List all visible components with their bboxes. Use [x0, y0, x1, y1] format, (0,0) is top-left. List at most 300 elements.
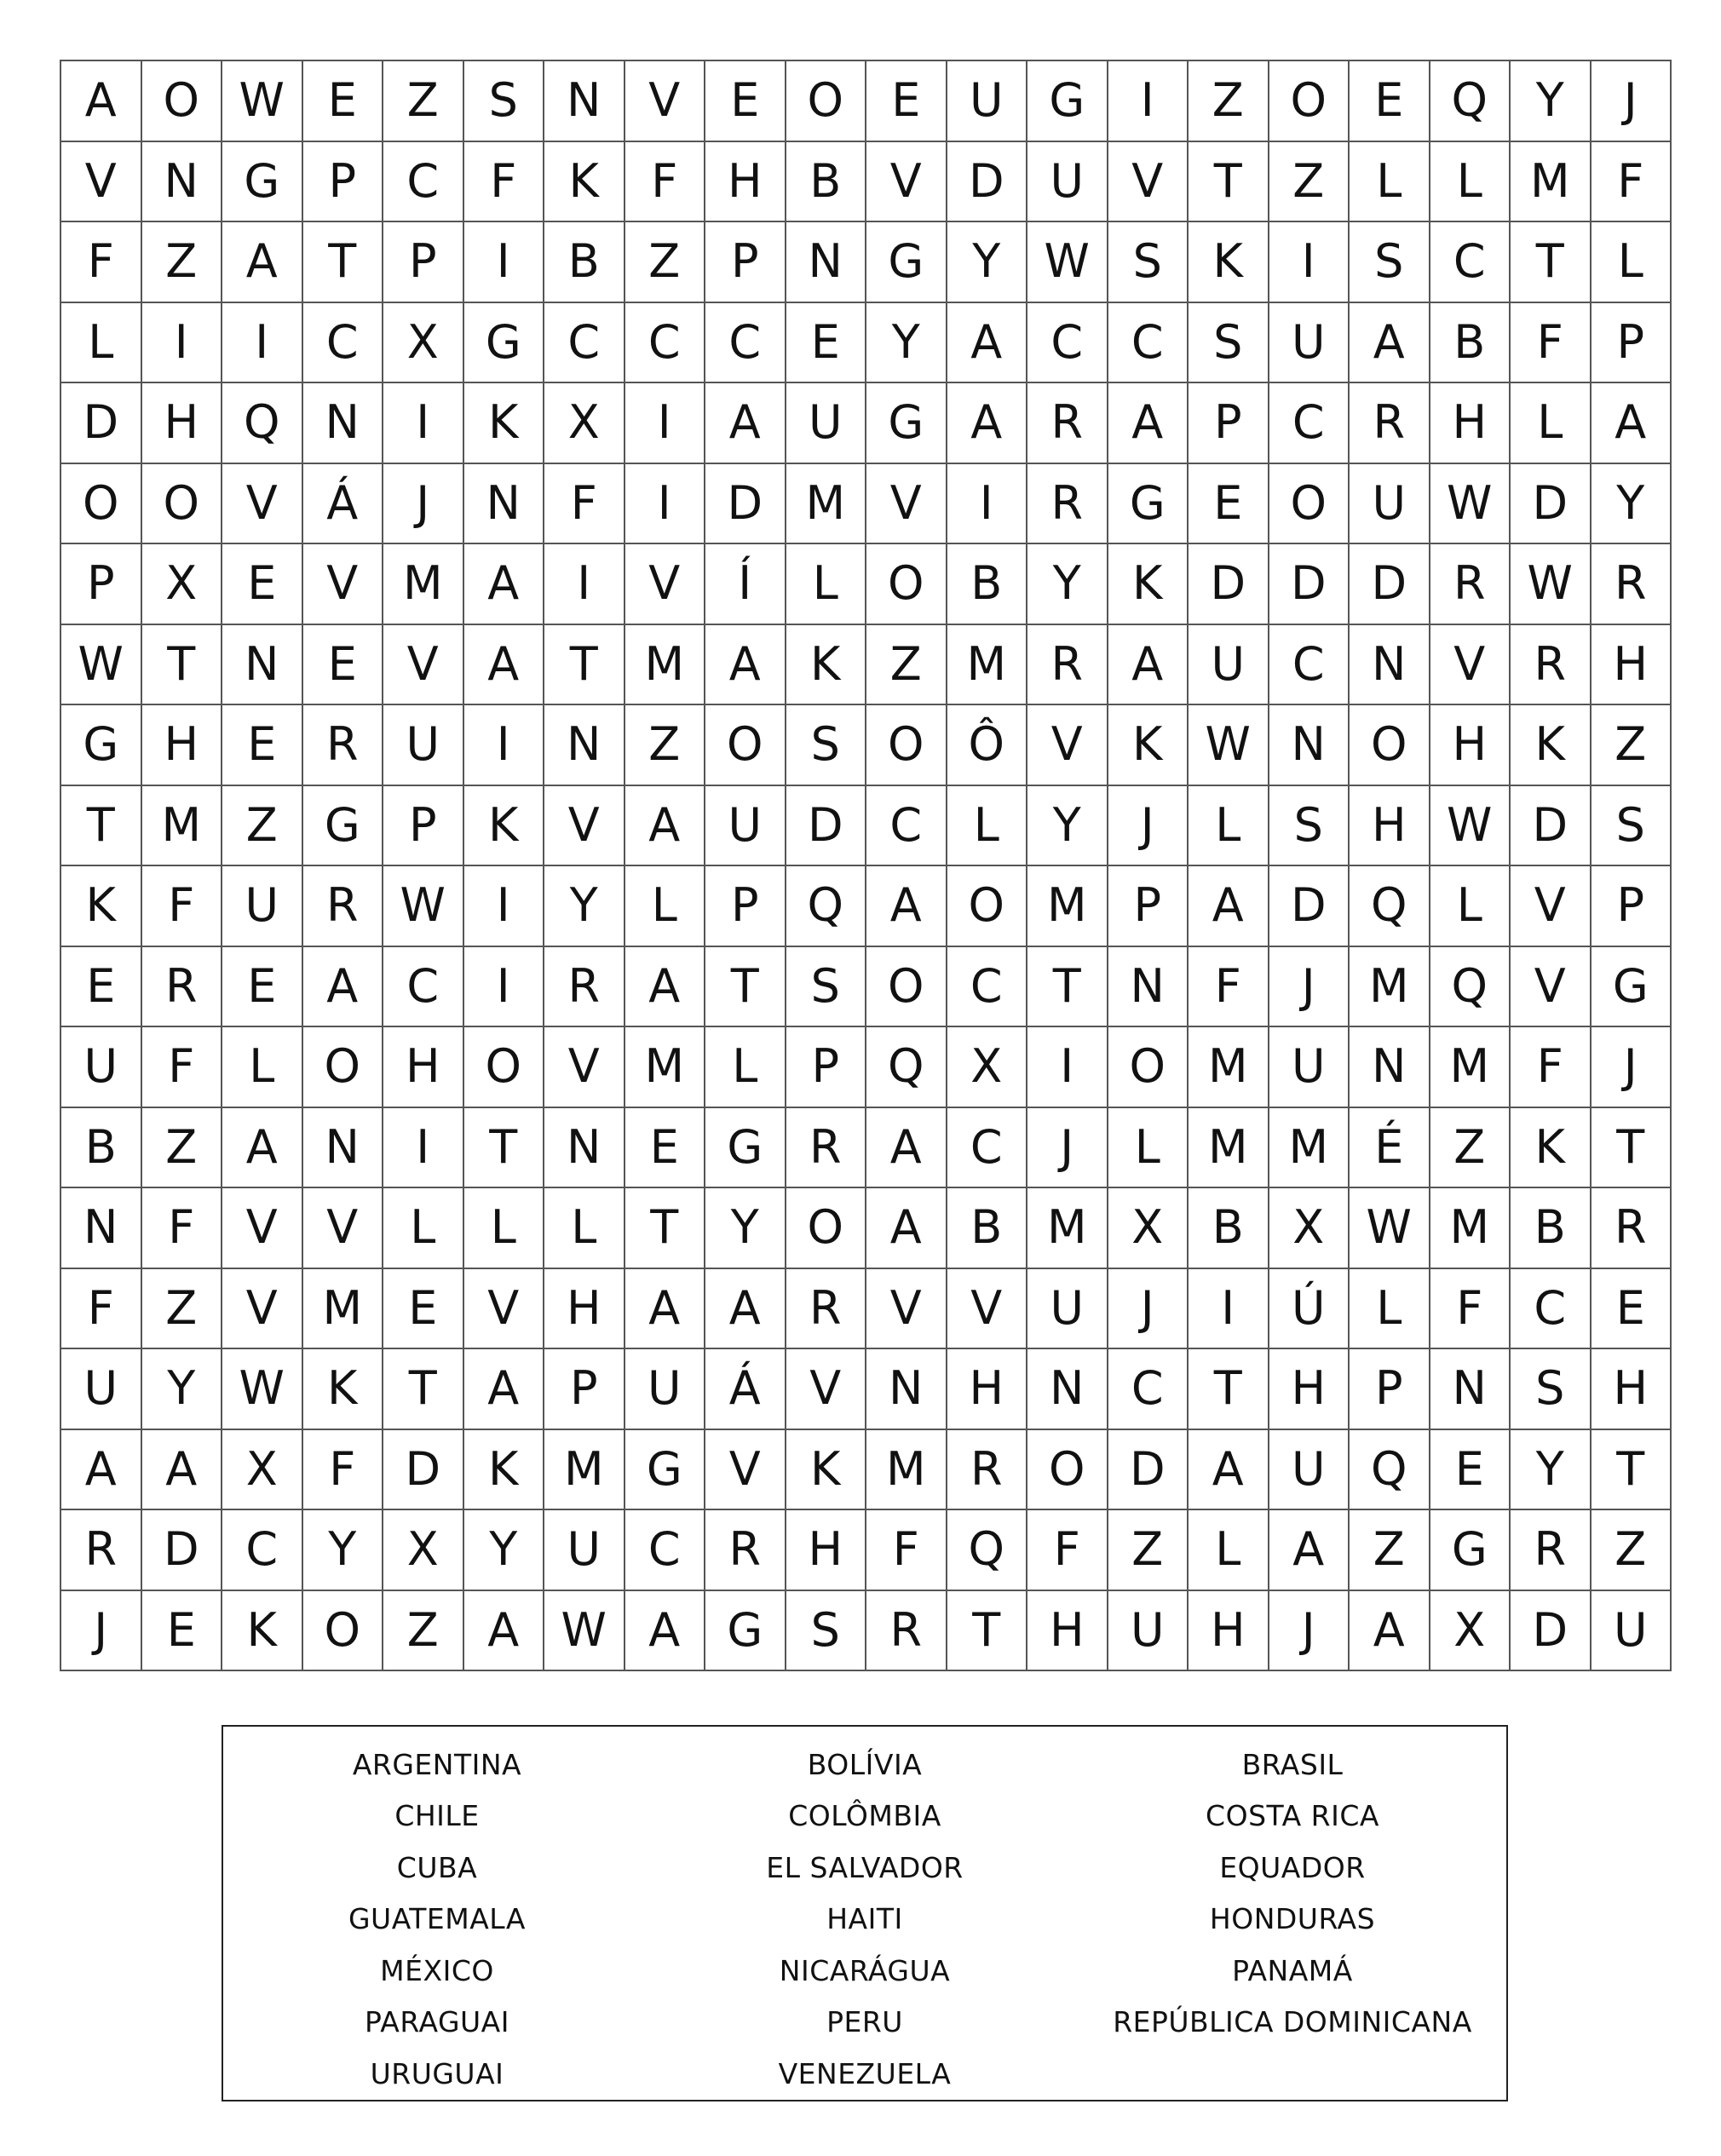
grid-cell[interactable]: O	[866, 705, 947, 786]
grid-cell[interactable]: Z	[1591, 1510, 1672, 1591]
grid-cell[interactable]: V	[866, 142, 947, 223]
grid-cell[interactable]: F	[866, 1510, 947, 1591]
grid-cell[interactable]: R	[1511, 625, 1591, 706]
grid-cell[interactable]: U	[1269, 1430, 1350, 1511]
grid-cell[interactable]: B	[947, 544, 1028, 625]
grid-cell[interactable]: L	[61, 303, 142, 384]
grid-cell[interactable]: E	[1189, 464, 1269, 545]
grid-cell[interactable]: D	[1511, 1591, 1591, 1672]
grid-cell[interactable]: C	[1269, 383, 1350, 464]
grid-cell[interactable]: T	[1189, 142, 1269, 223]
grid-cell[interactable]: C	[1269, 625, 1350, 706]
grid-cell[interactable]: I	[544, 544, 625, 625]
grid-cell[interactable]: V	[866, 464, 947, 545]
grid-cell[interactable]: Q	[947, 1510, 1028, 1591]
grid-cell[interactable]: K	[1108, 705, 1189, 786]
grid-cell[interactable]: T	[947, 1591, 1028, 1672]
grid-cell[interactable]: Y	[544, 866, 625, 947]
grid-cell[interactable]: G	[866, 383, 947, 464]
grid-cell[interactable]: O	[1027, 1430, 1108, 1511]
grid-cell[interactable]: U	[1350, 464, 1430, 545]
grid-cell[interactable]: L	[625, 866, 706, 947]
grid-cell[interactable]: B	[1511, 1188, 1591, 1269]
grid-cell[interactable]: O	[705, 705, 786, 786]
grid-cell[interactable]: D	[1511, 464, 1591, 545]
grid-cell[interactable]: R	[1350, 383, 1430, 464]
grid-cell[interactable]: K	[786, 625, 867, 706]
grid-cell[interactable]: D	[383, 1430, 464, 1511]
grid-cell[interactable]: M	[303, 1269, 384, 1350]
grid-cell[interactable]: K	[1511, 1108, 1591, 1189]
grid-cell[interactable]: S	[464, 61, 545, 142]
grid-cell[interactable]: G	[464, 303, 545, 384]
grid-cell[interactable]: A	[625, 1269, 706, 1350]
grid-cell[interactable]: J	[1108, 1269, 1189, 1350]
grid-cell[interactable]: A	[705, 383, 786, 464]
grid-cell[interactable]: C	[1027, 303, 1108, 384]
grid-cell[interactable]: T	[1591, 1108, 1672, 1189]
grid-cell[interactable]: M	[786, 464, 867, 545]
grid-cell[interactable]: G	[1591, 947, 1672, 1028]
grid-cell[interactable]: U	[544, 1510, 625, 1591]
grid-cell[interactable]: T	[1027, 947, 1108, 1028]
grid-cell[interactable]: Z	[625, 705, 706, 786]
grid-cell[interactable]: U	[1027, 142, 1108, 223]
grid-cell[interactable]: Z	[1591, 705, 1672, 786]
grid-cell[interactable]: O	[947, 866, 1028, 947]
grid-cell[interactable]: X	[1269, 1188, 1350, 1269]
grid-cell[interactable]: G	[705, 1591, 786, 1672]
grid-cell[interactable]: I	[464, 705, 545, 786]
grid-cell[interactable]: F	[61, 222, 142, 303]
grid-cell[interactable]: V	[544, 786, 625, 867]
grid-cell[interactable]: X	[1430, 1591, 1511, 1672]
grid-cell[interactable]: I	[383, 383, 464, 464]
grid-cell[interactable]: V	[464, 1269, 545, 1350]
grid-cell[interactable]: É	[1350, 1108, 1430, 1189]
grid-cell[interactable]: V	[303, 544, 384, 625]
grid-cell[interactable]: Q	[1430, 61, 1511, 142]
grid-cell[interactable]: Á	[303, 464, 384, 545]
grid-cell[interactable]: U	[1269, 1027, 1350, 1108]
grid-cell[interactable]: U	[705, 786, 786, 867]
grid-cell[interactable]: P	[1350, 1349, 1430, 1430]
grid-cell[interactable]: Z	[1108, 1510, 1189, 1591]
grid-cell[interactable]: R	[303, 705, 384, 786]
grid-cell[interactable]: Ô	[947, 705, 1028, 786]
grid-cell[interactable]: L	[1350, 142, 1430, 223]
grid-cell[interactable]: I	[464, 947, 545, 1028]
grid-cell[interactable]: K	[1511, 705, 1591, 786]
grid-cell[interactable]: L	[544, 1188, 625, 1269]
grid-cell[interactable]: H	[1189, 1591, 1269, 1672]
grid-cell[interactable]: N	[1430, 1349, 1511, 1430]
grid-cell[interactable]: H	[1591, 1349, 1672, 1430]
grid-cell[interactable]: R	[142, 947, 223, 1028]
grid-cell[interactable]: I	[1027, 1027, 1108, 1108]
grid-cell[interactable]: V	[1430, 625, 1511, 706]
grid-cell[interactable]: A	[464, 1591, 545, 1672]
grid-cell[interactable]: I	[222, 303, 303, 384]
grid-cell[interactable]: R	[1027, 625, 1108, 706]
grid-cell[interactable]: H	[947, 1349, 1028, 1430]
grid-cell[interactable]: A	[705, 1269, 786, 1350]
grid-cell[interactable]: M	[1027, 866, 1108, 947]
grid-cell[interactable]: Z	[1189, 61, 1269, 142]
grid-cell[interactable]: R	[947, 1430, 1028, 1511]
grid-cell[interactable]: G	[705, 1108, 786, 1189]
grid-cell[interactable]: I	[1108, 61, 1189, 142]
grid-cell[interactable]: N	[464, 464, 545, 545]
grid-cell[interactable]: S	[1350, 222, 1430, 303]
grid-cell[interactable]: P	[383, 786, 464, 867]
grid-cell[interactable]: M	[142, 786, 223, 867]
grid-cell[interactable]: P	[705, 222, 786, 303]
grid-cell[interactable]: N	[1027, 1349, 1108, 1430]
grid-cell[interactable]: A	[625, 786, 706, 867]
grid-cell[interactable]: X	[383, 1510, 464, 1591]
grid-cell[interactable]: R	[1591, 544, 1672, 625]
grid-cell[interactable]: F	[61, 1269, 142, 1350]
grid-cell[interactable]: A	[947, 383, 1028, 464]
grid-cell[interactable]: N	[544, 61, 625, 142]
grid-cell[interactable]: J	[61, 1591, 142, 1672]
grid-cell[interactable]: A	[61, 61, 142, 142]
grid-cell[interactable]: Y	[303, 1510, 384, 1591]
grid-cell[interactable]: G	[1430, 1510, 1511, 1591]
grid-cell[interactable]: L	[1511, 383, 1591, 464]
grid-cell[interactable]: L	[1591, 222, 1672, 303]
grid-cell[interactable]: Y	[866, 303, 947, 384]
grid-cell[interactable]: L	[1430, 142, 1511, 223]
grid-cell[interactable]: W	[1027, 222, 1108, 303]
grid-cell[interactable]: S	[1189, 303, 1269, 384]
grid-cell[interactable]: A	[142, 1430, 223, 1511]
grid-cell[interactable]: O	[866, 544, 947, 625]
grid-cell[interactable]: C	[383, 142, 464, 223]
grid-cell[interactable]: K	[1108, 544, 1189, 625]
grid-cell[interactable]: H	[544, 1269, 625, 1350]
grid-cell[interactable]: J	[1591, 61, 1672, 142]
grid-cell[interactable]: C	[1511, 1269, 1591, 1350]
grid-cell[interactable]: W	[1430, 464, 1511, 545]
grid-cell[interactable]: C	[222, 1510, 303, 1591]
grid-cell[interactable]: K	[464, 786, 545, 867]
grid-cell[interactable]: P	[61, 544, 142, 625]
grid-cell[interactable]: N	[303, 1108, 384, 1189]
grid-cell[interactable]: Z	[142, 1108, 223, 1189]
grid-cell[interactable]: W	[544, 1591, 625, 1672]
grid-cell[interactable]: R	[786, 1108, 867, 1189]
grid-cell[interactable]: B	[1430, 303, 1511, 384]
grid-cell[interactable]: Q	[1350, 1430, 1430, 1511]
grid-cell[interactable]: L	[464, 1188, 545, 1269]
grid-cell[interactable]: W	[222, 61, 303, 142]
grid-cell[interactable]: A	[1189, 1430, 1269, 1511]
grid-cell[interactable]: N	[1350, 625, 1430, 706]
grid-cell[interactable]: A	[1269, 1510, 1350, 1591]
grid-cell[interactable]: O	[1269, 464, 1350, 545]
grid-cell[interactable]: V	[222, 1188, 303, 1269]
grid-cell[interactable]: U	[1189, 625, 1269, 706]
grid-cell[interactable]: J	[383, 464, 464, 545]
grid-cell[interactable]: M	[544, 1430, 625, 1511]
grid-cell[interactable]: M	[625, 625, 706, 706]
grid-cell[interactable]: P	[303, 142, 384, 223]
grid-cell[interactable]: L	[1189, 1510, 1269, 1591]
grid-cell[interactable]: L	[786, 544, 867, 625]
grid-cell[interactable]: Q	[866, 1027, 947, 1108]
grid-cell[interactable]: Y	[1511, 1430, 1591, 1511]
grid-cell[interactable]: O	[61, 464, 142, 545]
grid-cell[interactable]: C	[947, 947, 1028, 1028]
grid-cell[interactable]: N	[303, 383, 384, 464]
grid-cell[interactable]: O	[786, 1188, 867, 1269]
grid-cell[interactable]: C	[1430, 222, 1511, 303]
grid-cell[interactable]: X	[1108, 1188, 1189, 1269]
grid-cell[interactable]: N	[786, 222, 867, 303]
grid-cell[interactable]: D	[1269, 866, 1350, 947]
grid-cell[interactable]: E	[222, 705, 303, 786]
grid-cell[interactable]: D	[1511, 786, 1591, 867]
grid-cell[interactable]: Z	[1350, 1510, 1430, 1591]
grid-cell[interactable]: D	[1108, 1430, 1189, 1511]
grid-cell[interactable]: W	[1511, 544, 1591, 625]
grid-cell[interactable]: A	[947, 303, 1028, 384]
grid-cell[interactable]: N	[222, 625, 303, 706]
grid-cell[interactable]: T	[61, 786, 142, 867]
grid-cell[interactable]: F	[625, 142, 706, 223]
grid-cell[interactable]: O	[1269, 61, 1350, 142]
grid-cell[interactable]: W	[1350, 1188, 1430, 1269]
grid-cell[interactable]: F	[1591, 142, 1672, 223]
grid-cell[interactable]: V	[544, 1027, 625, 1108]
grid-cell[interactable]: Y	[142, 1349, 223, 1430]
grid-cell[interactable]: J	[1269, 947, 1350, 1028]
grid-cell[interactable]: E	[705, 61, 786, 142]
grid-cell[interactable]: C	[625, 1510, 706, 1591]
grid-cell[interactable]: D	[1350, 544, 1430, 625]
grid-cell[interactable]: Í	[705, 544, 786, 625]
grid-cell[interactable]: M	[1189, 1027, 1269, 1108]
grid-cell[interactable]: P	[1591, 303, 1672, 384]
grid-cell[interactable]: G	[1027, 61, 1108, 142]
grid-cell[interactable]: I	[625, 464, 706, 545]
grid-cell[interactable]: O	[142, 464, 223, 545]
grid-cell[interactable]: U	[222, 866, 303, 947]
grid-cell[interactable]: F	[142, 1188, 223, 1269]
grid-cell[interactable]: M	[947, 625, 1028, 706]
grid-cell[interactable]: I	[464, 866, 545, 947]
grid-cell[interactable]: V	[1108, 142, 1189, 223]
grid-cell[interactable]: Á	[705, 1349, 786, 1430]
grid-cell[interactable]: Q	[1350, 866, 1430, 947]
grid-cell[interactable]: F	[1027, 1510, 1108, 1591]
grid-cell[interactable]: E	[786, 303, 867, 384]
grid-cell[interactable]: C	[303, 303, 384, 384]
grid-cell[interactable]: T	[625, 1188, 706, 1269]
grid-cell[interactable]: Ú	[1269, 1269, 1350, 1350]
grid-cell[interactable]: E	[1350, 61, 1430, 142]
grid-cell[interactable]: P	[705, 866, 786, 947]
grid-cell[interactable]: V	[625, 61, 706, 142]
grid-cell[interactable]: C	[1108, 1349, 1189, 1430]
grid-cell[interactable]: E	[61, 947, 142, 1028]
grid-cell[interactable]: A	[464, 1349, 545, 1430]
grid-cell[interactable]: L	[947, 786, 1028, 867]
grid-cell[interactable]: J	[1591, 1027, 1672, 1108]
grid-cell[interactable]: X	[947, 1027, 1028, 1108]
grid-cell[interactable]: E	[222, 947, 303, 1028]
grid-cell[interactable]: S	[1108, 222, 1189, 303]
grid-cell[interactable]: Z	[142, 1269, 223, 1350]
grid-cell[interactable]: I	[142, 303, 223, 384]
grid-cell[interactable]: K	[544, 142, 625, 223]
grid-cell[interactable]: I	[1189, 1269, 1269, 1350]
grid-cell[interactable]: V	[947, 1269, 1028, 1350]
grid-cell[interactable]: I	[464, 222, 545, 303]
grid-cell[interactable]: M	[1269, 1108, 1350, 1189]
grid-cell[interactable]: O	[464, 1027, 545, 1108]
grid-cell[interactable]: F	[142, 1027, 223, 1108]
grid-cell[interactable]: F	[1511, 303, 1591, 384]
grid-cell[interactable]: S	[786, 705, 867, 786]
grid-cell[interactable]: P	[1591, 866, 1672, 947]
grid-cell[interactable]: M	[866, 1430, 947, 1511]
grid-cell[interactable]: S	[786, 1591, 867, 1672]
grid-cell[interactable]: H	[1027, 1591, 1108, 1672]
grid-cell[interactable]: N	[544, 705, 625, 786]
grid-cell[interactable]: K	[464, 383, 545, 464]
grid-cell[interactable]: E	[866, 61, 947, 142]
grid-cell[interactable]: L	[1108, 1108, 1189, 1189]
grid-cell[interactable]: M	[625, 1027, 706, 1108]
grid-cell[interactable]: K	[61, 866, 142, 947]
grid-cell[interactable]: D	[61, 383, 142, 464]
grid-cell[interactable]: N	[866, 1349, 947, 1430]
grid-cell[interactable]: E	[142, 1591, 223, 1672]
grid-cell[interactable]: A	[303, 947, 384, 1028]
grid-cell[interactable]: Z	[383, 61, 464, 142]
grid-cell[interactable]: Z	[1269, 142, 1350, 223]
grid-cell[interactable]: W	[222, 1349, 303, 1430]
grid-cell[interactable]: R	[1430, 544, 1511, 625]
grid-cell[interactable]: C	[1108, 303, 1189, 384]
grid-cell[interactable]: A	[866, 1108, 947, 1189]
grid-cell[interactable]: L	[1350, 1269, 1430, 1350]
grid-cell[interactable]: E	[625, 1108, 706, 1189]
grid-cell[interactable]: A	[1350, 303, 1430, 384]
grid-cell[interactable]: Z	[222, 786, 303, 867]
grid-cell[interactable]: X	[544, 383, 625, 464]
grid-cell[interactable]: U	[383, 705, 464, 786]
grid-cell[interactable]: P	[786, 1027, 867, 1108]
grid-cell[interactable]: O	[303, 1027, 384, 1108]
grid-cell[interactable]: A	[464, 625, 545, 706]
grid-cell[interactable]: A	[1350, 1591, 1430, 1672]
grid-cell[interactable]: A	[1591, 383, 1672, 464]
grid-cell[interactable]: Z	[383, 1591, 464, 1672]
grid-cell[interactable]: C	[705, 303, 786, 384]
grid-cell[interactable]: W	[1189, 705, 1269, 786]
grid-cell[interactable]: Z	[625, 222, 706, 303]
grid-cell[interactable]: R	[1591, 1188, 1672, 1269]
grid-cell[interactable]: F	[142, 866, 223, 947]
grid-cell[interactable]: M	[1350, 947, 1430, 1028]
grid-cell[interactable]: I	[947, 464, 1028, 545]
grid-cell[interactable]: Y	[464, 1510, 545, 1591]
grid-cell[interactable]: B	[786, 142, 867, 223]
grid-cell[interactable]: G	[222, 142, 303, 223]
grid-cell[interactable]: T	[303, 222, 384, 303]
grid-cell[interactable]: M	[1189, 1108, 1269, 1189]
grid-cell[interactable]: A	[625, 1591, 706, 1672]
grid-cell[interactable]: R	[61, 1510, 142, 1591]
grid-cell[interactable]: I	[383, 1108, 464, 1189]
grid-cell[interactable]: U	[1027, 1269, 1108, 1350]
grid-cell[interactable]: U	[786, 383, 867, 464]
grid-cell[interactable]: O	[142, 61, 223, 142]
grid-cell[interactable]: P	[383, 222, 464, 303]
grid-cell[interactable]: N	[1350, 1027, 1430, 1108]
grid-cell[interactable]: L	[222, 1027, 303, 1108]
grid-cell[interactable]: F	[1511, 1027, 1591, 1108]
grid-cell[interactable]: V	[705, 1430, 786, 1511]
grid-cell[interactable]: E	[303, 61, 384, 142]
grid-cell[interactable]: L	[383, 1188, 464, 1269]
grid-cell[interactable]: O	[303, 1591, 384, 1672]
grid-cell[interactable]: T	[705, 947, 786, 1028]
grid-cell[interactable]: M	[1430, 1027, 1511, 1108]
grid-cell[interactable]: O	[1350, 705, 1430, 786]
grid-cell[interactable]: F	[1189, 947, 1269, 1028]
grid-cell[interactable]: A	[61, 1430, 142, 1511]
grid-cell[interactable]: K	[786, 1430, 867, 1511]
grid-cell[interactable]: V	[383, 625, 464, 706]
grid-cell[interactable]: S	[786, 947, 867, 1028]
grid-cell[interactable]: K	[464, 1430, 545, 1511]
grid-cell[interactable]: R	[1027, 383, 1108, 464]
grid-cell[interactable]: E	[303, 625, 384, 706]
grid-cell[interactable]: H	[1350, 786, 1430, 867]
grid-cell[interactable]: Q	[1430, 947, 1511, 1028]
grid-cell[interactable]: M	[1027, 1188, 1108, 1269]
grid-cell[interactable]: N	[61, 1188, 142, 1269]
grid-cell[interactable]: C	[866, 786, 947, 867]
grid-cell[interactable]: A	[1189, 866, 1269, 947]
grid-cell[interactable]: T	[1511, 222, 1591, 303]
grid-cell[interactable]: D	[1189, 544, 1269, 625]
grid-cell[interactable]: U	[61, 1027, 142, 1108]
grid-cell[interactable]: G	[303, 786, 384, 867]
grid-cell[interactable]: N	[1269, 705, 1350, 786]
grid-cell[interactable]: P	[1189, 383, 1269, 464]
grid-cell[interactable]: V	[1511, 947, 1591, 1028]
grid-cell[interactable]: Y	[705, 1188, 786, 1269]
grid-cell[interactable]: O	[866, 947, 947, 1028]
grid-cell[interactable]: U	[61, 1349, 142, 1430]
grid-cell[interactable]: T	[1591, 1430, 1672, 1511]
grid-cell[interactable]: X	[142, 544, 223, 625]
grid-cell[interactable]: I	[1269, 222, 1350, 303]
grid-cell[interactable]: S	[1591, 786, 1672, 867]
grid-cell[interactable]: W	[61, 625, 142, 706]
grid-cell[interactable]: J	[1027, 1108, 1108, 1189]
grid-cell[interactable]: R	[705, 1510, 786, 1591]
grid-cell[interactable]: R	[1027, 464, 1108, 545]
grid-cell[interactable]: A	[464, 544, 545, 625]
grid-cell[interactable]: V	[61, 142, 142, 223]
